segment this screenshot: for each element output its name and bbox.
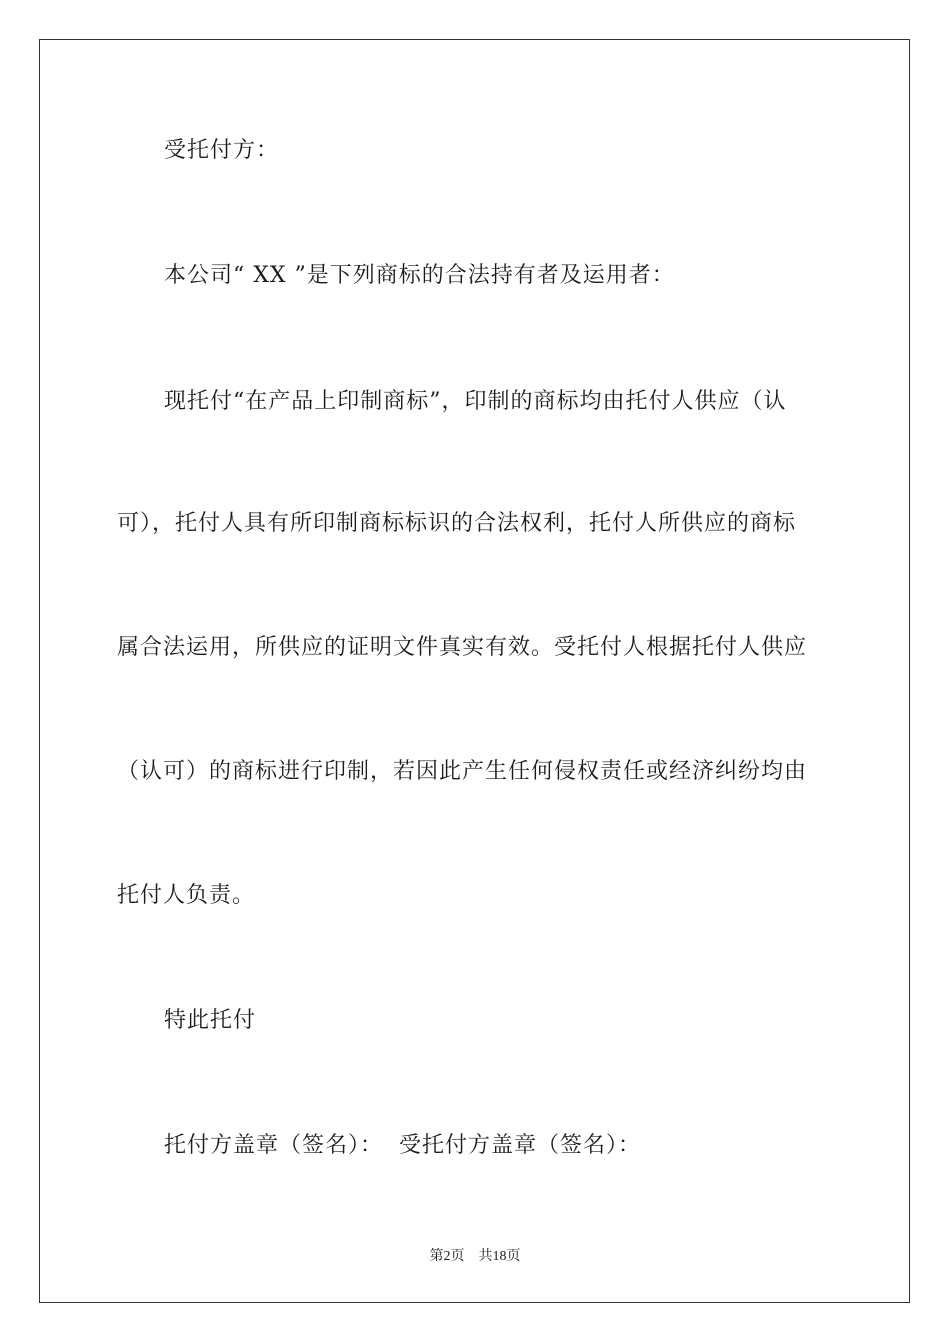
page-number: 第2页 共18页	[429, 1249, 521, 1264]
recipient-heading: 受托付方：	[164, 138, 280, 163]
body-paragraph-line-2: 可），托付人具有所印制商标标识的合法权利，托付人所供应的商标	[117, 511, 797, 536]
body-paragraph-line-3: 属合法运用，所供应的证明文件真实有效。受托付人根据托付人供应	[117, 635, 808, 660]
company-statement: 本公司“ XX ”是下列商标的合法持有者及运用者：	[164, 263, 675, 288]
body-paragraph-line-5: 托付人负责。	[117, 883, 256, 908]
body-paragraph-line-4: （认可）的商标进行印制，若因此产生任何侵权责任或经济纠纷均由	[117, 759, 808, 784]
body-paragraph-line-1: 现托付“在产品上印制商标”，印制的商标均由托付人供应（认	[164, 389, 787, 414]
page-border	[39, 39, 910, 1303]
signature-line: 托付方盖章（签名）： 受托付方盖章（签名）：	[164, 1133, 641, 1158]
closing-phrase: 特此托付	[164, 1008, 257, 1033]
